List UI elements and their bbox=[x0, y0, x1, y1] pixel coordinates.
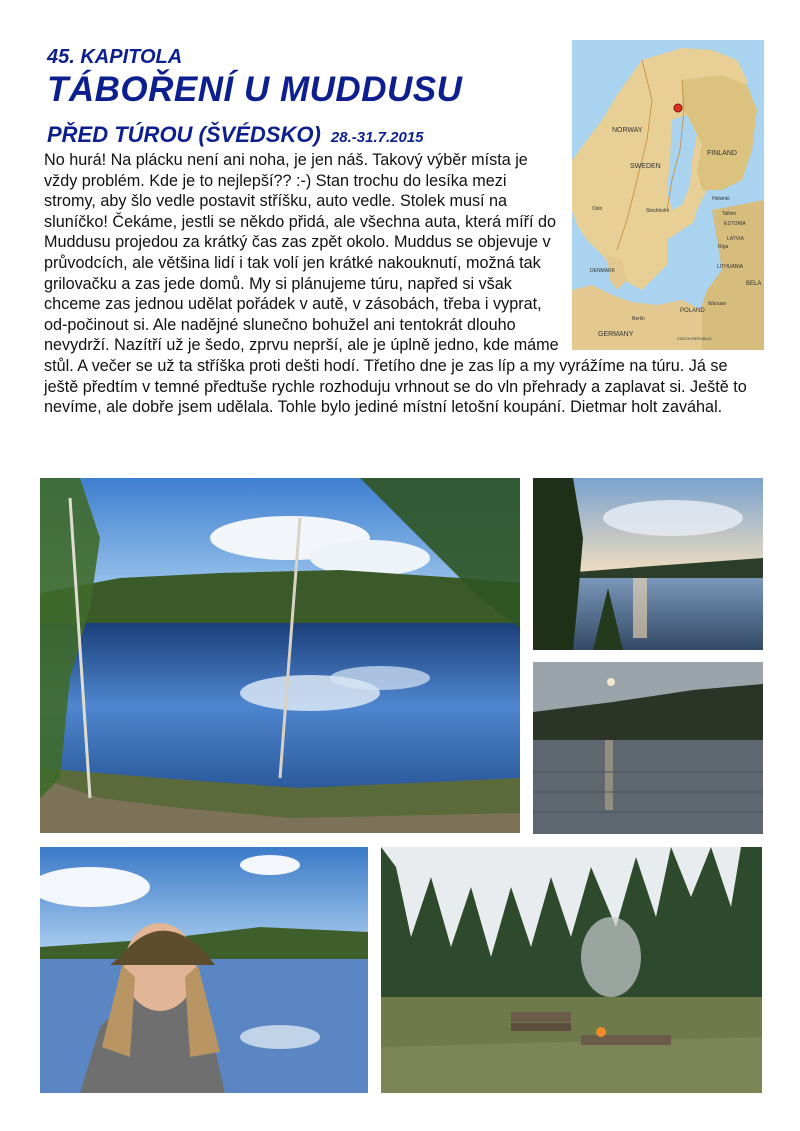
map-label-berlin: Berlin bbox=[632, 316, 645, 322]
date-range: 28.-31.7.2015 bbox=[330, 129, 424, 146]
selfie-lake-image bbox=[40, 847, 368, 1093]
campfire-image bbox=[381, 847, 762, 1093]
campfire-photo bbox=[381, 847, 762, 1093]
map-label-finland: FINLAND bbox=[707, 150, 737, 157]
location-marker-icon bbox=[674, 104, 682, 112]
map-label-denmark: DENMARK bbox=[590, 268, 616, 274]
page-subtitle bbox=[47, 122, 424, 148]
moon-icon bbox=[607, 678, 615, 686]
map-label-tallinn: Tallinn bbox=[722, 211, 737, 217]
map-label-warsaw: Warsaw bbox=[708, 301, 726, 307]
campfire-icon bbox=[596, 1027, 606, 1037]
map-label-riga: Riga bbox=[718, 244, 729, 250]
map-label-estonia: ESTONIA bbox=[724, 221, 746, 227]
page-title: TÁBOŘENÍ U MUDDUSU bbox=[47, 70, 463, 109]
subtitle-text: PŘED TÚROU (ŠVÉDSKO) bbox=[47, 122, 321, 147]
map-label-lithuania: LITHUANIA bbox=[717, 264, 744, 270]
chapter-number: 45. KAPITOLA bbox=[47, 46, 183, 68]
map-label-helsinki: Helsinki bbox=[712, 196, 730, 202]
selfie-lake-photo bbox=[40, 847, 368, 1093]
map-label-sweden: SWEDEN bbox=[630, 163, 661, 170]
article-text bbox=[44, 150, 766, 418]
map-label-stockholm: Stockholm bbox=[646, 208, 670, 214]
dusk-lake-image bbox=[533, 662, 763, 834]
map-label-poland: POLAND bbox=[680, 308, 705, 314]
map-label-bela: BELA bbox=[746, 281, 762, 287]
lake-reflection-photo bbox=[40, 478, 520, 833]
map-label-latvia: LATVIA bbox=[727, 236, 744, 242]
evening-lake-photo bbox=[533, 478, 763, 650]
article-body: No hurá! Na plácku není ani noha, je jen náš. Takový výběr místa je vždy problém. Kde je to nejlepší?? :-) Stan trochu do lesíka mezi stromy, aby šlo vedle postavit stříšku, auto vedle. Stolek musí na sluníčko! Čekáme, jestli se někdo přidá, ale všechna auta, která míří do Muddusu projedou za krátký čas zas zpět okolo. Muddus se objevuje v průvodcích, ale většina lidí i tak volí jen krátké nakouknutí, možná tak grilovačku a zas jede domů. My si plánujeme túru, napřed si však chceme zas jednou udělat pořádek v autě, v zásobách, třeba i vyprat, od-počinout si. Ale nadějné slunečno bohužel ani tentokrát dlouho nevydrží. Nazítří už je šedo, zprvu neprší, ale je úplně jedno, kde máme stůl. A večer se už ta stříška proti dešti hodí. Třetího dne je zas líp a my vyrážíme na túru. Já se ještě předtím v temné předtuše rychle rozhoduju vrhnout se do vln přehrady a zaplavat si. Ještě to nevíme, ale dobře jsem udělala. Tohle bylo jediné místní letošní koupání. Dietmar holt zaváhal. bbox=[44, 151, 747, 417]
map-label-germany: GERMANY bbox=[598, 331, 634, 338]
map-label-oslo: Oslo bbox=[592, 206, 603, 212]
dusk-lake-photo bbox=[533, 662, 763, 834]
evening-lake-image bbox=[533, 478, 763, 650]
lake-reflection-image bbox=[40, 478, 520, 833]
map-label-norway: NORWAY bbox=[612, 127, 643, 134]
map-label-czech: CZECH REPUBLIC bbox=[677, 336, 712, 341]
map-float-spacer bbox=[560, 150, 766, 354]
